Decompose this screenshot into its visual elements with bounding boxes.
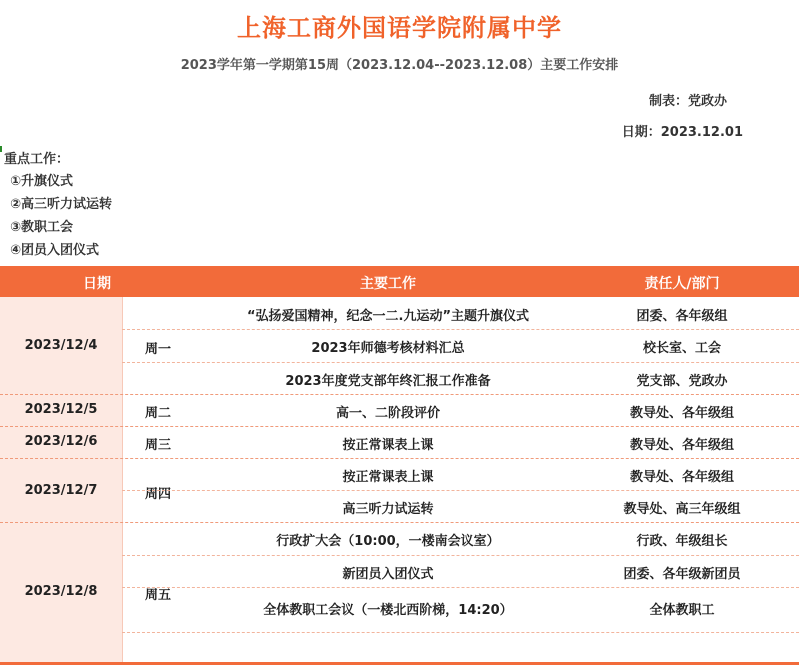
header-dept: 责任人/部门 xyxy=(644,276,720,292)
table-row-task: 高三听力试运转 xyxy=(342,502,434,517)
row-weekday: 周三 xyxy=(144,438,171,453)
table-row-task: “弘扬爱国精神，纪念一二.九运动”主题升旗仪式 xyxy=(246,309,530,324)
table-row-task: 2023年度党支部年终汇报工作准备 xyxy=(285,374,491,389)
table-row-dept: 教导处、各年级组 xyxy=(629,438,734,453)
table-row-dept: 行政、年级组长 xyxy=(636,534,728,549)
row-date: 2023/12/8 xyxy=(24,584,98,599)
row-divider xyxy=(122,362,799,363)
group-divider xyxy=(0,458,799,459)
row-divider xyxy=(122,632,799,633)
row-divider xyxy=(122,490,799,491)
focus-item: ④团员入团仪式 xyxy=(10,243,100,258)
row-weekday: 周二 xyxy=(144,406,171,421)
row-divider xyxy=(122,555,799,556)
page-subtitle: 2023学年第一学期第15周（2023.12.04--2023.12.08）主要工作安排 xyxy=(180,58,619,73)
table-row-task: 按正常课表上课 xyxy=(342,438,434,453)
page-title: 上海工商外国语学院附属中学 xyxy=(237,14,562,42)
table-row-task: 新团员入团仪式 xyxy=(342,567,434,582)
row-date: 2023/12/4 xyxy=(24,338,98,353)
focus-section xyxy=(0,146,799,266)
focus-item: ②高三听力试运转 xyxy=(10,197,113,212)
header-task: 主要工作 xyxy=(360,276,416,292)
row-weekday: 周一 xyxy=(144,342,171,357)
row-date: 2023/12/6 xyxy=(24,434,98,449)
table-bottom-border xyxy=(0,662,799,665)
header-date: 日期 xyxy=(83,276,111,292)
table-row-dept: 教导处、各年级组 xyxy=(629,406,734,421)
table-row-dept: 团委、各年级新团员 xyxy=(623,567,741,582)
table-row-dept: 教导处、各年级组 xyxy=(629,470,734,485)
table-row-task: 全体教职工会议（一楼北西阶梯，14:20） xyxy=(263,603,513,618)
row-weekday: 周五 xyxy=(144,588,171,603)
table-row-task: 高一、二阶段评价 xyxy=(335,406,440,421)
cell-marker xyxy=(0,146,2,152)
table-row-dept: 全体教职工 xyxy=(649,603,715,618)
row-date: 2023/12/5 xyxy=(24,402,98,417)
table-row-task: 按正常课表上课 xyxy=(342,470,434,485)
group-divider xyxy=(0,522,799,523)
row-date: 2023/12/7 xyxy=(24,483,98,498)
table-row-dept: 团委、各年级组 xyxy=(636,309,728,324)
focus-item: ①升旗仪式 xyxy=(10,174,74,189)
row-divider xyxy=(122,587,799,588)
table-row-dept: 党支部、党政办 xyxy=(636,374,728,389)
issue-date: 日期：2023.12.01 xyxy=(621,125,743,140)
table-row-dept: 校长室、工会 xyxy=(642,341,721,356)
focus-item: ③教职工会 xyxy=(10,220,74,235)
row-divider xyxy=(122,329,799,330)
table-header xyxy=(0,266,799,297)
focus-title: 重点工作： xyxy=(4,152,70,167)
group-divider xyxy=(0,394,799,395)
group-divider xyxy=(0,426,799,427)
table-row-task: 行政扩大会（10:00，一楼南会议室） xyxy=(276,534,500,549)
row-weekday: 周四 xyxy=(144,487,171,502)
maker-label: 制表：党政办 xyxy=(648,94,727,109)
table-row-dept: 教导处、高三年级组 xyxy=(623,502,741,517)
table-row-task: 2023年师德考核材料汇总 xyxy=(311,341,465,356)
